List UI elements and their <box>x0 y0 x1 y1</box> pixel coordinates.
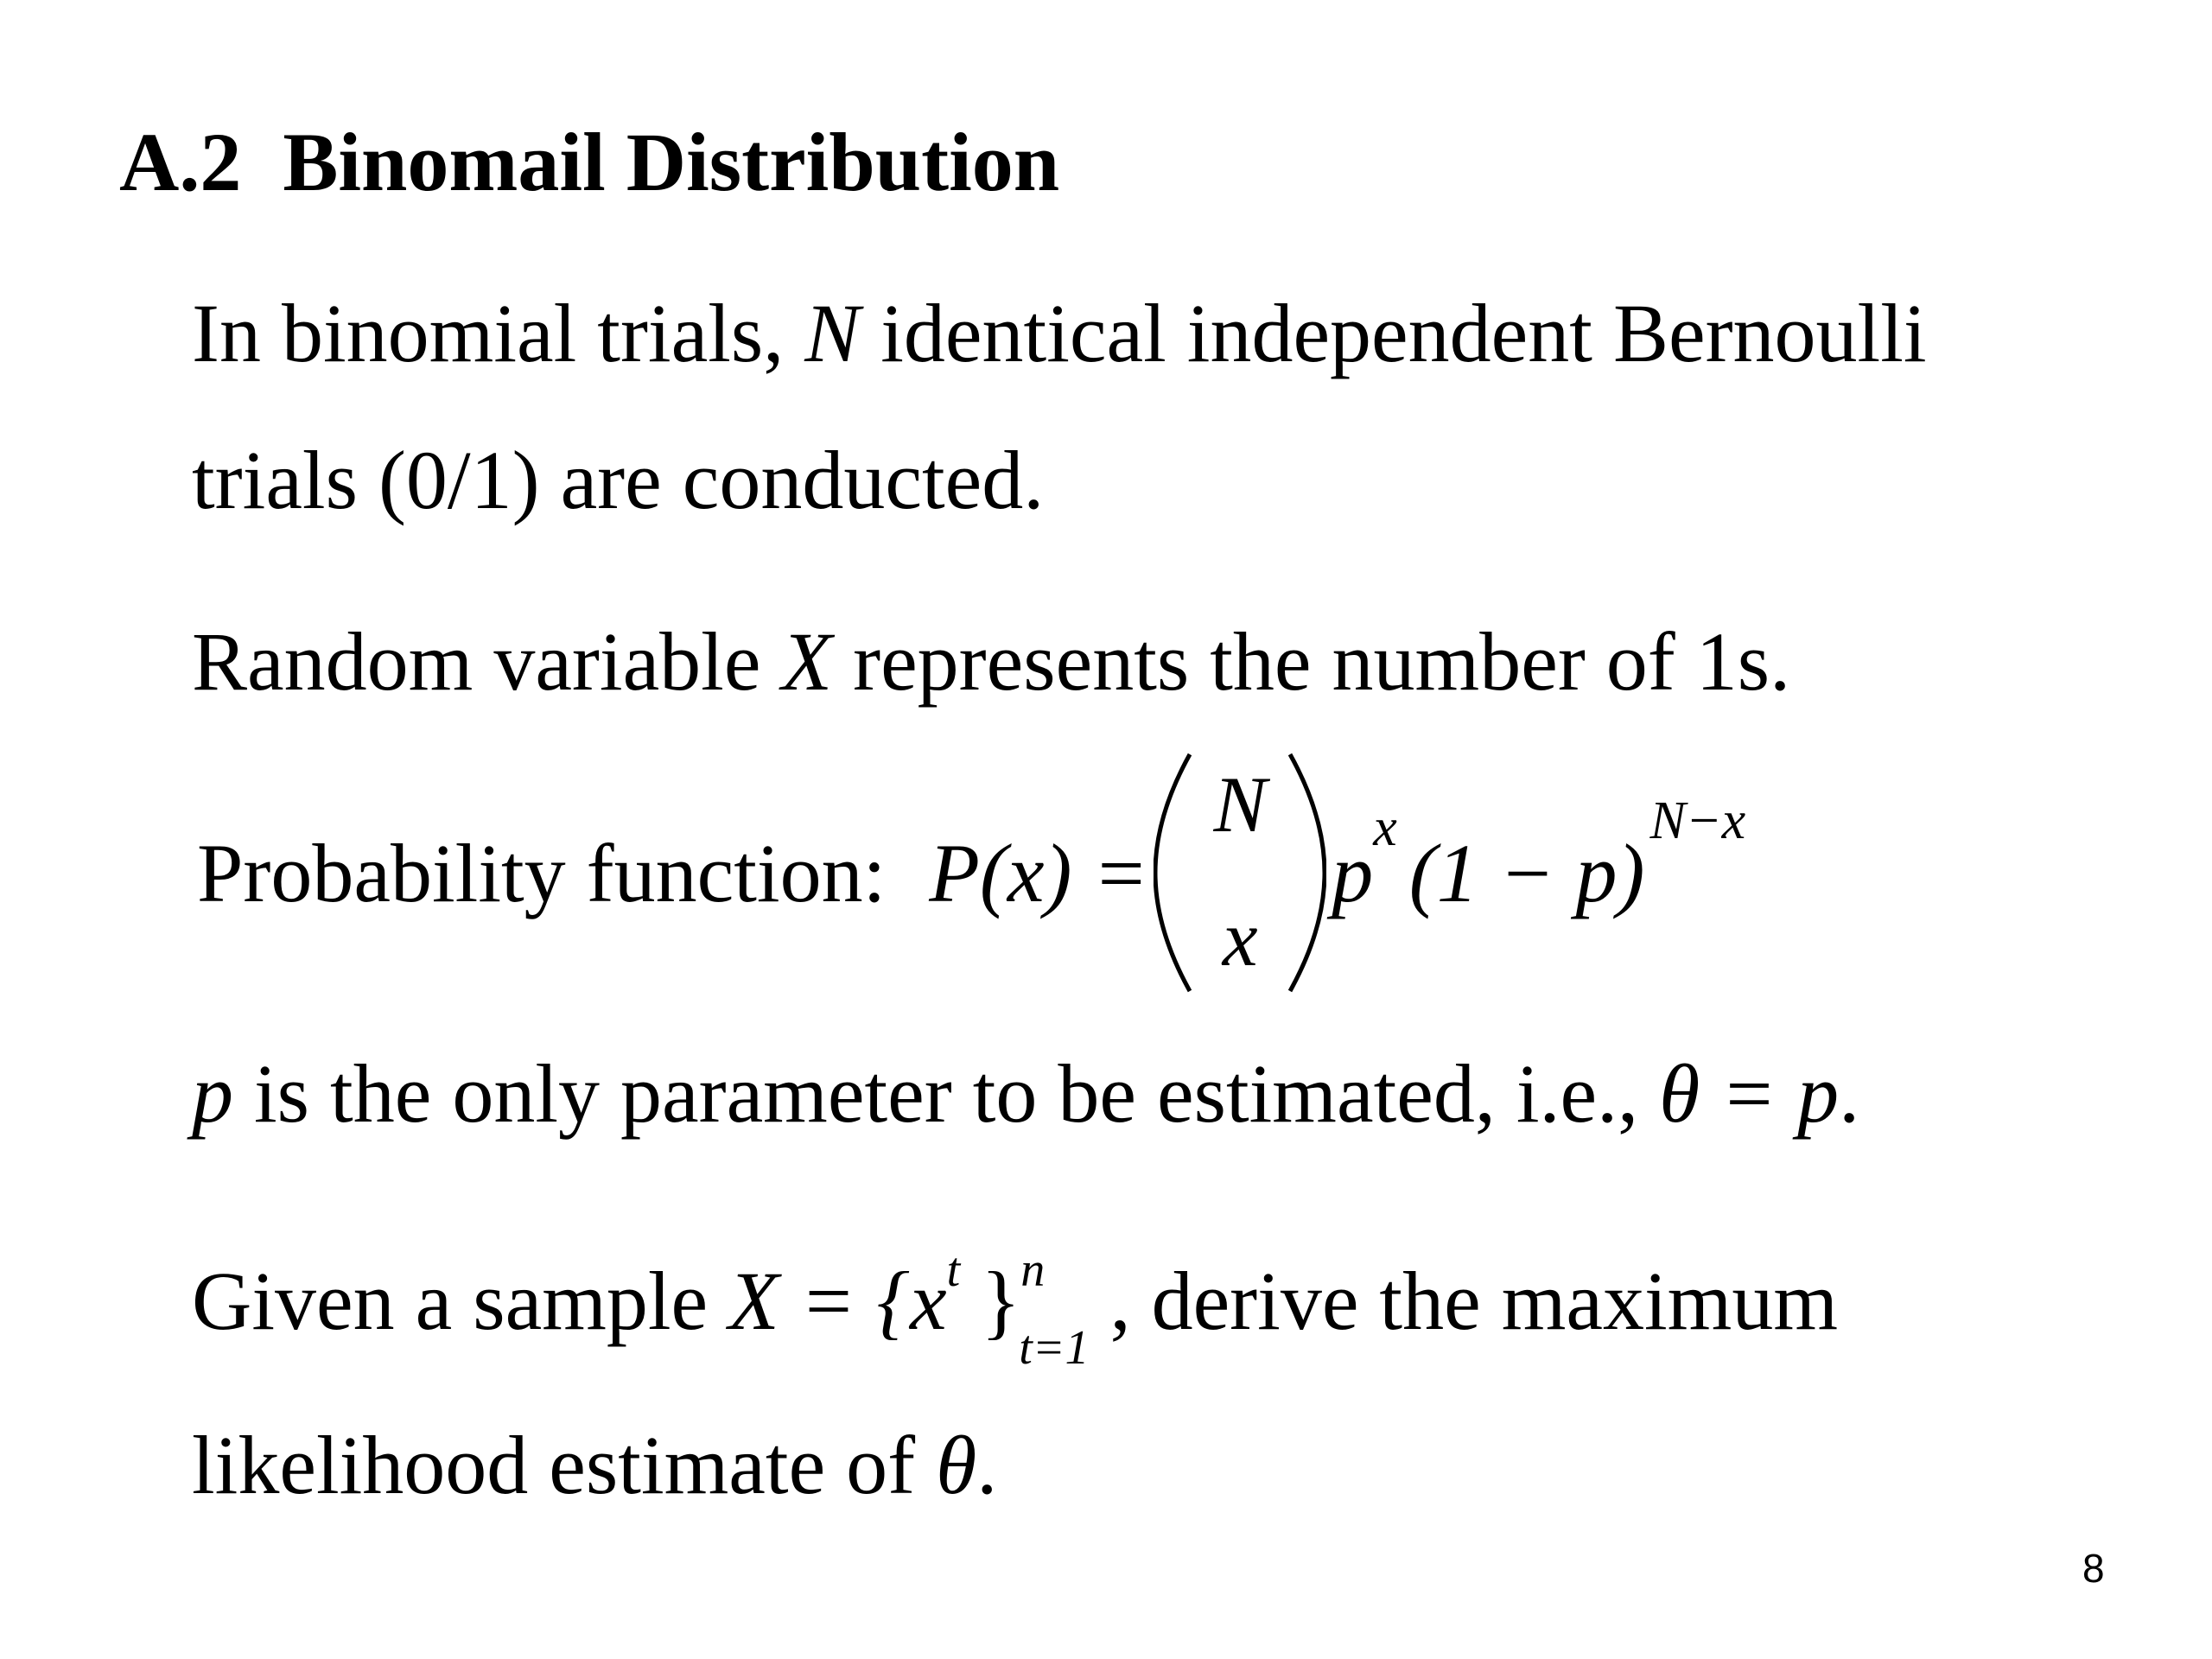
paragraph-line <box>192 1047 1860 1140</box>
paragraph-line <box>192 615 1791 708</box>
page-number: 8 <box>2082 1546 2105 1591</box>
probability-function <box>197 743 1745 1002</box>
math-variable: p <box>192 1047 233 1140</box>
section-number: A.2 <box>119 116 242 208</box>
binomial-top: N <box>1213 760 1267 849</box>
math-superscript: n <box>1020 1243 1046 1297</box>
section-title: Binomail Distribution <box>283 116 1060 208</box>
p-term: p <box>1332 826 1374 919</box>
paragraph-line <box>192 434 1045 526</box>
text-run: . <box>976 1419 998 1511</box>
text-run: is the only parameter to be estimated, i.e., <box>233 1047 1660 1140</box>
paragraph-line <box>192 287 1927 379</box>
text-run: In binomial trials, <box>192 287 805 379</box>
binomial-coefficient <box>1154 747 1326 998</box>
text-run: likelihood estimate of <box>192 1419 937 1511</box>
math-variable: N <box>804 287 861 379</box>
binomial-bottom: x <box>1222 894 1258 982</box>
text-run: . <box>1839 1047 1860 1140</box>
paragraph-line <box>192 1243 1838 1375</box>
math-variable: X <box>728 1255 779 1347</box>
formula-label: Probability function: <box>197 826 887 919</box>
paragraph-line <box>192 1419 998 1511</box>
factor-exponent: N−x <box>1649 791 1746 850</box>
text-run: trials (0/1) are conducted. <box>192 434 1045 526</box>
math-set: = {x <box>779 1255 947 1347</box>
section-heading <box>119 116 1060 208</box>
text-run: , derive the maximum <box>1089 1255 1838 1347</box>
math-superscript: t <box>946 1243 961 1297</box>
math-brace: } <box>960 1255 1021 1347</box>
math-subscript: t=1 <box>1019 1321 1090 1375</box>
math-variable: X <box>781 615 833 708</box>
text-run: Random variable <box>192 615 782 708</box>
text-run: represents the number of 1s. <box>832 615 1791 708</box>
text-run: Given a sample <box>192 1255 729 1347</box>
text-run: identical independent Bernoulli <box>860 287 1927 379</box>
factor-term: (1 − p) <box>1408 826 1645 919</box>
math-equation: θ = p <box>1659 1047 1840 1140</box>
formula-lhs-arg: (x) = <box>979 826 1149 919</box>
math-variable: θ <box>936 1419 977 1511</box>
p-exponent: x <box>1373 798 1397 857</box>
formula-lhs: P <box>929 826 980 919</box>
